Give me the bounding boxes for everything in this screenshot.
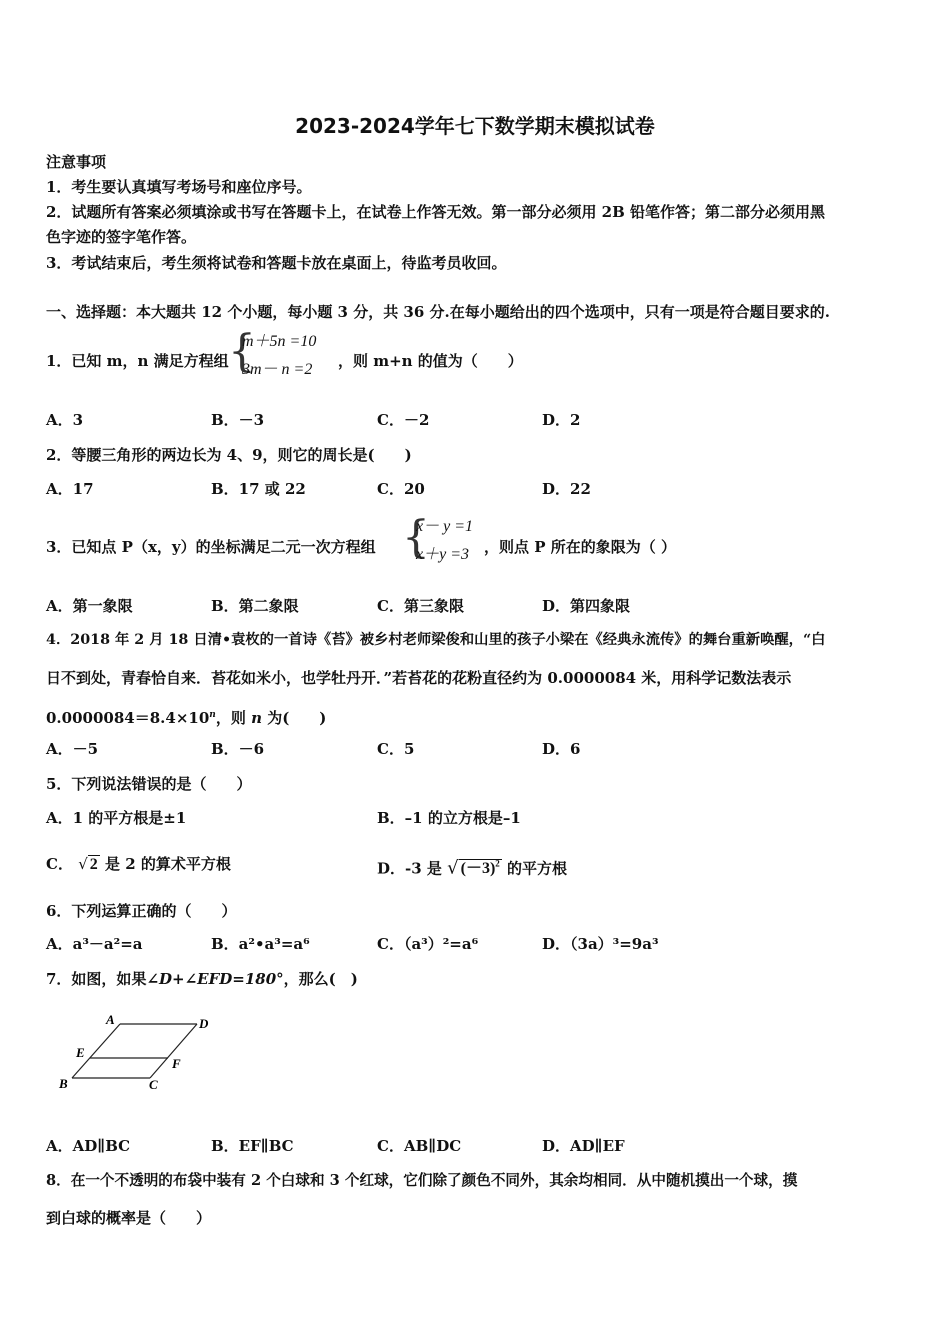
q1-option-c: C．－2 bbox=[377, 411, 430, 429]
q4-option-a: A．－5 bbox=[46, 740, 99, 758]
q6-option-a: A．a³－a²=a bbox=[46, 935, 143, 953]
q5-option-b: B．–1 的立方根是–1 bbox=[377, 809, 521, 827]
q1-option-d: D．2 bbox=[542, 411, 581, 429]
q4-stem-line-1: 4．2018 年 2 月 18 日清•袁枚的一首诗《苔》被乡村老师梁俊和山里的孩子小梁在《经典永流传》的舞台重新唤醒，“白 bbox=[46, 632, 826, 648]
q4-then: ，则 bbox=[215, 709, 246, 727]
notice-line-3: 3．考试结束后，考生须将试卷和答题卡放在桌面上，待监考员收回。 bbox=[46, 254, 507, 272]
q5-option-c-radicand: 2 bbox=[89, 856, 98, 873]
q3-option-c: C．第三象限 bbox=[377, 597, 464, 615]
page-title: 2023-2024学年七下数学期末模拟试卷 bbox=[295, 114, 655, 138]
q5-option-c-label: C． bbox=[46, 855, 73, 873]
q7-option-c: C．AB∥DC bbox=[377, 1137, 462, 1155]
q2-stem: 2．等腰三角形的两边长为 4、9，则它的周长是( ) bbox=[46, 446, 412, 464]
q6-option-b: B．a²•a³=a⁶ bbox=[211, 935, 310, 953]
q1-equation-1: m＋5n =10 bbox=[242, 333, 317, 350]
q7-stem-tail: ，那么( ) bbox=[283, 970, 358, 988]
q5-option-d-label: D．-3 是 bbox=[377, 859, 442, 878]
q4-n: n bbox=[251, 709, 262, 727]
q3-option-a: A．第一象限 bbox=[46, 597, 133, 615]
q5-option-d-radicand bbox=[459, 859, 502, 877]
q5-stem: 5．下列说法错误的是（ ） bbox=[46, 775, 252, 793]
q7-stem bbox=[46, 969, 358, 989]
q7-label-d: D bbox=[199, 1016, 209, 1031]
q8-stem-line-2: 到白球的概率是（ ） bbox=[46, 1209, 212, 1227]
q6-stem: 6．下列运算正确的（ ） bbox=[46, 902, 237, 920]
q2-option-d: D．22 bbox=[542, 480, 591, 498]
q8-stem-line-1: 8．在一个不透明的布袋中装有 2 个白球和 3 个红球，它们除了颜色不同外，其余均相同．从中随机摸出一个球，摸 bbox=[46, 1172, 798, 1189]
notice-line-1: 1．考生要认真填写考场号和座位序号。 bbox=[46, 178, 312, 196]
notice-line-2a: 2．试题所有答案必须填涂或书写在答题卡上，在试卷上作答无效。第一部分必须用 2B 铅笔作答；第二部分必须用黑 bbox=[46, 203, 826, 221]
q4-option-c: C．5 bbox=[377, 740, 415, 758]
q5-option-a: A．1 的平方根是±1 bbox=[46, 809, 187, 827]
notice-heading: 注意事项 bbox=[46, 153, 107, 171]
notice-line-2b: 色字迹的签字笔作答。 bbox=[46, 228, 197, 246]
q1-option-b: B．－3 bbox=[211, 411, 265, 429]
q3-stem: 3．已知点 P（x，y）的坐标满足二元一次方程组 bbox=[46, 538, 376, 556]
section-1-heading: 一、选择题：本大题共 12 个小题，每小题 3 分，共 36 分.在每小题给出的四个选项中，只有一项是符合题目要求的. bbox=[46, 303, 830, 321]
q5-option-d-radicand-exp: 2 bbox=[495, 859, 500, 869]
q3-equation-1: x－ y =1 bbox=[416, 518, 474, 535]
q6-option-d: D．（3a）³=9a³ bbox=[542, 935, 659, 953]
q7-label-b: B bbox=[59, 1076, 68, 1091]
q7-label-c: C bbox=[149, 1077, 158, 1092]
q7-angle-condition: ∠D+∠EFD=180° bbox=[146, 970, 284, 988]
q3-option-d: D．第四象限 bbox=[542, 597, 631, 615]
q4-option-b: B．－6 bbox=[211, 740, 265, 758]
q7-option-d: D．AD∥EF bbox=[542, 1137, 625, 1155]
q3-brace: { bbox=[402, 512, 430, 563]
q2-option-b: B．17 或 22 bbox=[211, 480, 306, 498]
q2-option-a: A．17 bbox=[46, 480, 94, 498]
q1-brace: { bbox=[228, 326, 256, 377]
q6-option-c: C．（a³）²=a⁶ bbox=[377, 935, 479, 953]
q7-figure bbox=[50, 1008, 220, 1098]
q7-label-e: E bbox=[76, 1045, 85, 1060]
q5-option-d-radicand-base: (－3) bbox=[460, 860, 496, 878]
q1-equation-2: 3m－ n =2 bbox=[242, 361, 313, 378]
q2-option-c: C．20 bbox=[377, 480, 425, 498]
q7-stem-head: 7．如图，如果 bbox=[46, 970, 147, 988]
q3-equation-2: x＋y =3 bbox=[416, 546, 470, 563]
q5-option-c-text: 是 2 的算术平方根 bbox=[104, 855, 231, 873]
q5-option-d-text: 的平方根 bbox=[507, 859, 568, 878]
q4-exponent: n bbox=[209, 710, 216, 720]
q4-stem-line-3 bbox=[46, 705, 326, 728]
q5-option-d: D．-3 是 √ $(-3)^2$ 的平方根 bbox=[377, 857, 568, 879]
q7-option-a: A．AD∥BC bbox=[46, 1137, 131, 1155]
q4-stem-line-2: 日不到处，青春恰自来．苔花如米小，也学牡丹开．”若苔花的花粉直径约为 0.0000084 米，用科学记数法表示 bbox=[46, 669, 792, 687]
q4-tail: 为( ) bbox=[267, 709, 327, 727]
q5-option-c: C． √ 2 是 2 的算术平方根 bbox=[46, 855, 231, 873]
q7-label-a: A bbox=[106, 1012, 115, 1027]
q4-sci-notation: 0.0000084＝8.4×10 bbox=[46, 709, 210, 727]
q3-option-b: B．第二象限 bbox=[211, 597, 299, 615]
q3-stem-tail: ，则点 P 所在的象限为（ ） bbox=[484, 538, 676, 556]
q1-option-a: A．3 bbox=[46, 411, 84, 429]
q1-stem-tail: ，则 m+n 的值为（ ） bbox=[338, 352, 523, 370]
q7-label-f: F bbox=[172, 1056, 181, 1071]
q1-stem: 1．已知 m，n 满足方程组 bbox=[46, 352, 229, 370]
q4-option-d: D．6 bbox=[542, 740, 581, 758]
q7-option-b: B．EF∥BC bbox=[211, 1137, 294, 1155]
